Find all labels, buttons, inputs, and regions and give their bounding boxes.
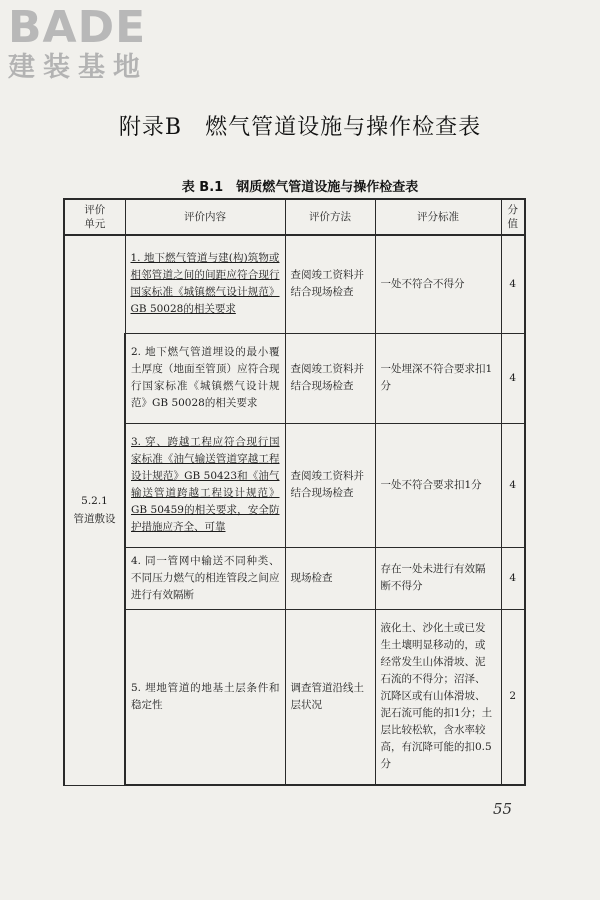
logo-subtitle: 建装基地 [8,52,148,83]
table-header-row [64,199,525,235]
row-method: 查阅竣工资料并结合现场检查 [285,235,375,333]
bade-logo [8,4,178,84]
inspection-table [63,198,526,786]
row-standard: 液化土、沙化土或已发生土壤明显移动的，或经常发生山体滑坡、泥石流的不得分；沼泽、沉降区或有山体滑坡、泥石流可能的扣1分；土层比较松软，含水率较高，有沉降可能的扣0.5分 [375,609,501,785]
header-content: 评价内容 [125,199,285,235]
row-method: 查阅竣工资料并结合现场检查 [285,333,375,423]
header-standard: 评分标准 [375,199,501,235]
row-content: 5. 埋地管道的地基土层条件和稳定性 [125,609,285,785]
row-method: 调查管道沿线土层状况 [285,609,375,785]
row-score: 4 [501,333,525,423]
unit-cell [64,235,125,785]
header-unit: 评价 单元 [64,199,125,235]
table-row [64,235,525,333]
page-number: 55 [493,800,513,818]
row-method: 查阅竣工资料并结合现场检查 [285,423,375,547]
row-content: 1. 地下燃气管道与建(构)筑物或相邻管道之间的间距应符合现行国家标准《城镇燃气设计规范》GB 50028的相关要求 [125,235,285,333]
unit-code: 5.2.1 [81,495,108,508]
row-score: 2 [501,609,525,785]
row-score: 4 [501,423,525,547]
table-row [64,423,525,547]
row-score: 4 [501,235,525,333]
row-standard: 一处不符合要求扣1分 [375,423,501,547]
header-score: 分 值 [501,199,525,235]
row-content: 4. 同一管网中输送不同种类、不同压力燃气的相连管段之间应进行有效隔断 [125,547,285,609]
table-row [64,609,525,785]
row-standard: 存在一处未进行有效隔断不得分 [375,547,501,609]
table-title: 表 B.1 钢质燃气管道设施与操作检查表 [181,180,419,195]
appendix-title: 附录B 燃气管道设施与操作检查表 [118,115,482,140]
unit-name: 管道敷设 [73,513,116,526]
row-standard: 一处埋深不符合要求扣1分 [375,333,501,423]
header-method: 评价方法 [285,199,375,235]
row-content: 3. 穿、跨越工程应符合现行国家标准《油气输送管道穿越工程设计规范》GB 50423和《油气输送管道跨越工程设计规范》GB 50459的相关要求，安全防护措施应齐全、可靠 [125,423,285,547]
table-row [64,333,525,423]
logo-brand: BADE [8,2,147,53]
row-score: 4 [501,547,525,609]
row-method: 现场检查 [285,547,375,609]
row-standard: 一处不符合不得分 [375,235,501,333]
row-content: 2. 地下燃气管道埋设的最小覆土厚度（地面至管顶）应符合现行国家标准《城镇燃气设计规范》GB 50028的相关要求 [125,333,285,423]
table-row [64,547,525,609]
